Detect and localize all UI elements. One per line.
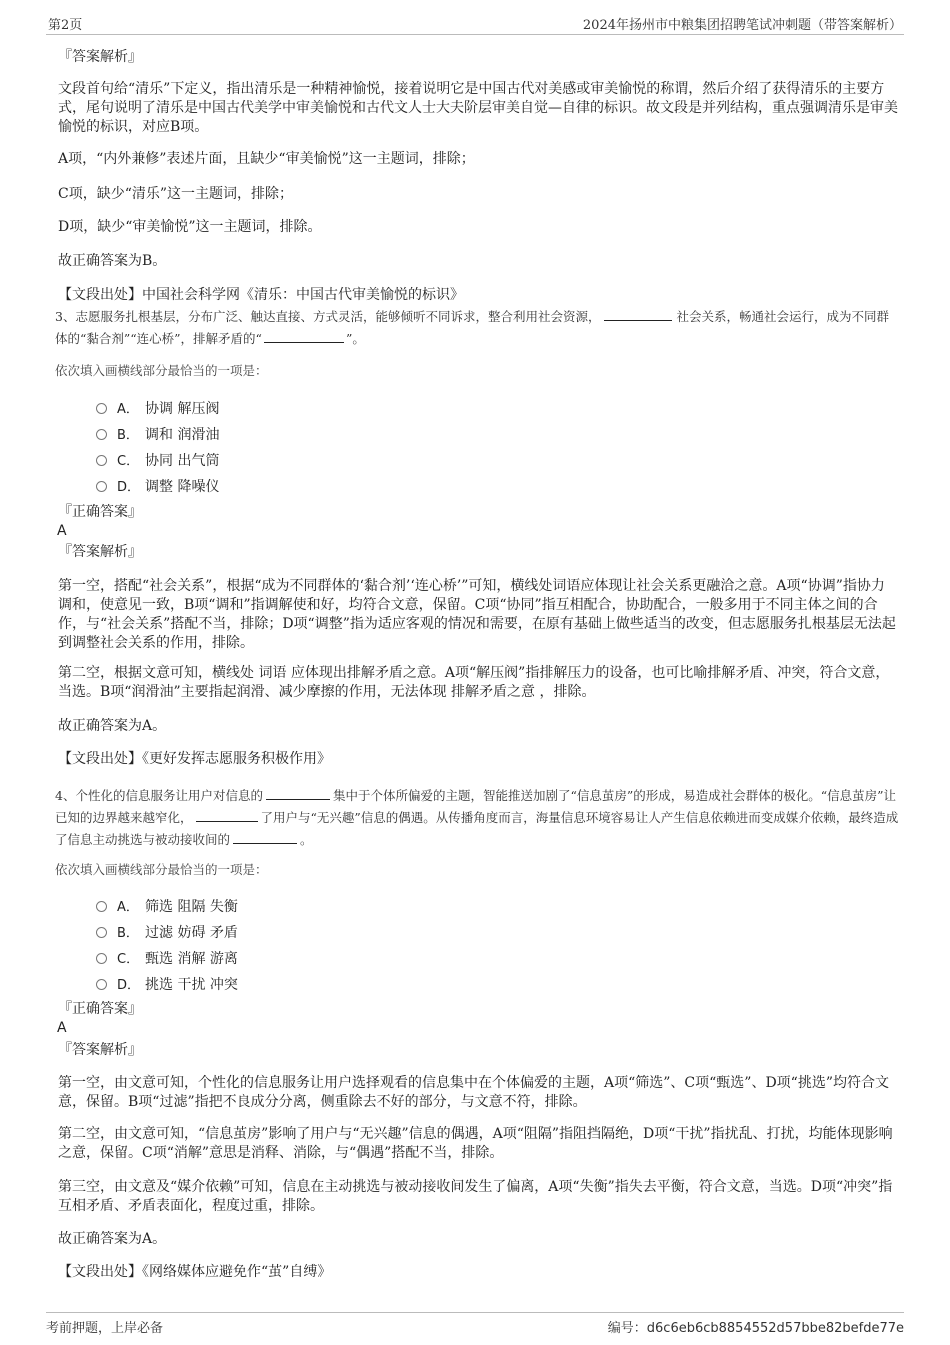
page-header <box>46 12 904 35</box>
option-a[interactable]: A． 协调 解压阀 <box>96 398 219 418</box>
option-b[interactable]: B． 调和 润滑油 <box>96 424 219 444</box>
analysis-paragraph: C项，缺少“清乐”这一主题词，排除； <box>58 186 294 202</box>
document-title: 2024年扬州市中粮集团招聘笔试冲刺题（带答案解析） <box>582 18 902 33</box>
source-citation: 【文段出处】《更好发挥志愿服务积极作用》 <box>58 751 331 767</box>
analysis-paragraph: 第一空，搭配“社会关系”，根据“成为不同群体的‘黏合剂’‘连心桥’”可知，横线处词语应体现让社会关系更融洽之意。A项“协调”指协力调和，使意见一致，B项“调和”指调解使和好，均符合文意，保留。C项“协同”指互相配合，协助配合，一般多用于不同主体之间的合作，与“社会关系”搭配不当，排除；D项“调整”指为适应客观的情况和需要，在原有基础上做些适当的改变，但志愿服务扎根基层无法起到调整社会关系的作用，排除。 <box>58 578 896 651</box>
analysis-paragraph: 第三空，由文意及“媒介依赖”可知，信息在主动挑选与被动接收间发生了偏离，A项“失衡”指失去平衡，符合文意，当选。D项“冲突”指互相矛盾、矛盾表面化，程度过重，排除。 <box>58 1179 893 1214</box>
radio-icon[interactable] <box>96 953 107 964</box>
option-d[interactable]: D． 调整 降噪仪 <box>96 476 219 496</box>
question-prompt: 依次填入画横线部分最恰当的一项是： <box>55 363 268 378</box>
source-citation: 【文段出处】《网络媒体应避免作“茧”自缚》 <box>58 1264 332 1280</box>
question-4-stem: 4、个性化的信息服务让用户对信息的 集中于个体所偏爱的主题，智能推送加剧了“信息茧房”的形成，易造成社会群体的极化。“信息茧房”让已知的边界越来越窄化， 了用户与“无兴趣”信息的偶遇。从传播角度而言，海量信息环境容易让人产生信息依赖进而变成媒介依赖，最终造成了信息主动挑选与被动接收间的 。 <box>55 788 899 847</box>
radio-icon[interactable] <box>96 901 107 912</box>
correct-answer: A <box>57 1020 67 1036</box>
radio-icon[interactable] <box>96 429 107 440</box>
page-footer <box>46 1312 904 1339</box>
analysis-label: 『答案解析』 <box>58 1042 142 1058</box>
radio-icon[interactable] <box>96 979 107 990</box>
analysis-paragraph: D项，缺少“审美愉悦”这一主题词，排除。 <box>58 219 322 235</box>
option-c[interactable]: C． 甄选 消解 游离 <box>96 948 238 968</box>
analysis-paragraph: 文段首句给“清乐”下定义，指出清乐是一种精神愉悦，接着说明它是中国古代对美感或审美愉悦的称谓，然后介绍了获得清乐的主要方式，尾句说明了清乐是中国古代美学中审美愉悦和古代文人士大夫阶层审美自觉—自律的标识。故文段是并列结构，重点强调清乐是审美愉悦的标识，对应B项。 <box>58 81 898 135</box>
page-number: 第2页 <box>48 18 83 33</box>
answer-blank <box>233 831 297 844</box>
answer-conclusion: 故正确答案为A。 <box>58 1231 167 1247</box>
radio-icon[interactable] <box>96 403 107 414</box>
radio-icon[interactable] <box>96 455 107 466</box>
answer-blank <box>264 330 344 343</box>
analysis-paragraph: A项，“内外兼修”表述片面，且缺少“审美愉悦”这一主题词，排除； <box>58 151 475 167</box>
option-d[interactable]: D． 挑选 干扰 冲突 <box>96 974 238 994</box>
answer-conclusion: 故正确答案为A。 <box>58 718 167 734</box>
option-a[interactable]: A． 筛选 阻隔 失衡 <box>96 896 238 916</box>
analysis-label: 『答案解析』 <box>58 49 142 65</box>
answer-blank <box>604 308 672 321</box>
question-prompt: 依次填入画横线部分最恰当的一项是： <box>55 862 268 877</box>
footer-slogan: 考前押题，上岸必备 <box>46 1321 164 1336</box>
answer-conclusion: 故正确答案为B。 <box>58 253 167 269</box>
answer-blank <box>196 809 258 822</box>
answer-blank <box>266 787 330 800</box>
correct-answer: A <box>57 523 67 539</box>
analysis-paragraph: 第二空，由文意可知，“信息茧房”影响了用户与“无兴趣”信息的偶遇，A项“阻隔”指阻挡隔绝，D项“干扰”指扰乱、打扰，均能体现影响之意，保留。C项“消解”意思是消释、消除，与“偶遇”搭配不当，排除。 <box>58 1126 893 1161</box>
document-id: 编号：d6c6eb6cb8854552d57bbe82befde77e <box>607 1321 904 1336</box>
source-citation: 【文段出处】中国社会科学网《清乐：中国古代审美愉悦的标识》 <box>58 287 464 303</box>
option-c[interactable]: C． 协同 出气筒 <box>96 450 219 470</box>
question-3-stem: 3、志愿服务扎根基层，分布广泛、触达直接、方式灵活，能够倾听不同诉求，整合利用社会资源， 社会关系，畅通社会运行，成为不同群体的“黏合剂”“连心桥”，排解矛盾的“ ”。 <box>55 309 889 346</box>
option-b[interactable]: B． 过滤 妨碍 矛盾 <box>96 922 238 942</box>
radio-icon[interactable] <box>96 927 107 938</box>
correct-answer-label: 『正确答案』 <box>58 1001 142 1017</box>
analysis-paragraph: 第二空，根据文意可知，横线处 词语 应体现出排解矛盾之意。A项“解压阀”指排解压力的设备，也可比喻排解矛盾、冲突，符合文意，当选。B项“润滑油”主要指起润滑、减少摩擦的作用，无法体现 排解矛盾之意 ，排除。 <box>58 665 890 700</box>
correct-answer-label: 『正确答案』 <box>58 504 142 520</box>
analysis-paragraph: 第一空，由文意可知，个性化的信息服务让用户选择观看的信息集中在个体偏爱的主题，A项“筛选”、C项“甄选”、D项“挑选”均符合文意，保留。B项“过滤”指把不良成分分离，侧重除去不好的部分，与文意不符，排除。 <box>58 1075 889 1110</box>
analysis-label: 『答案解析』 <box>58 544 142 560</box>
radio-icon[interactable] <box>96 481 107 492</box>
